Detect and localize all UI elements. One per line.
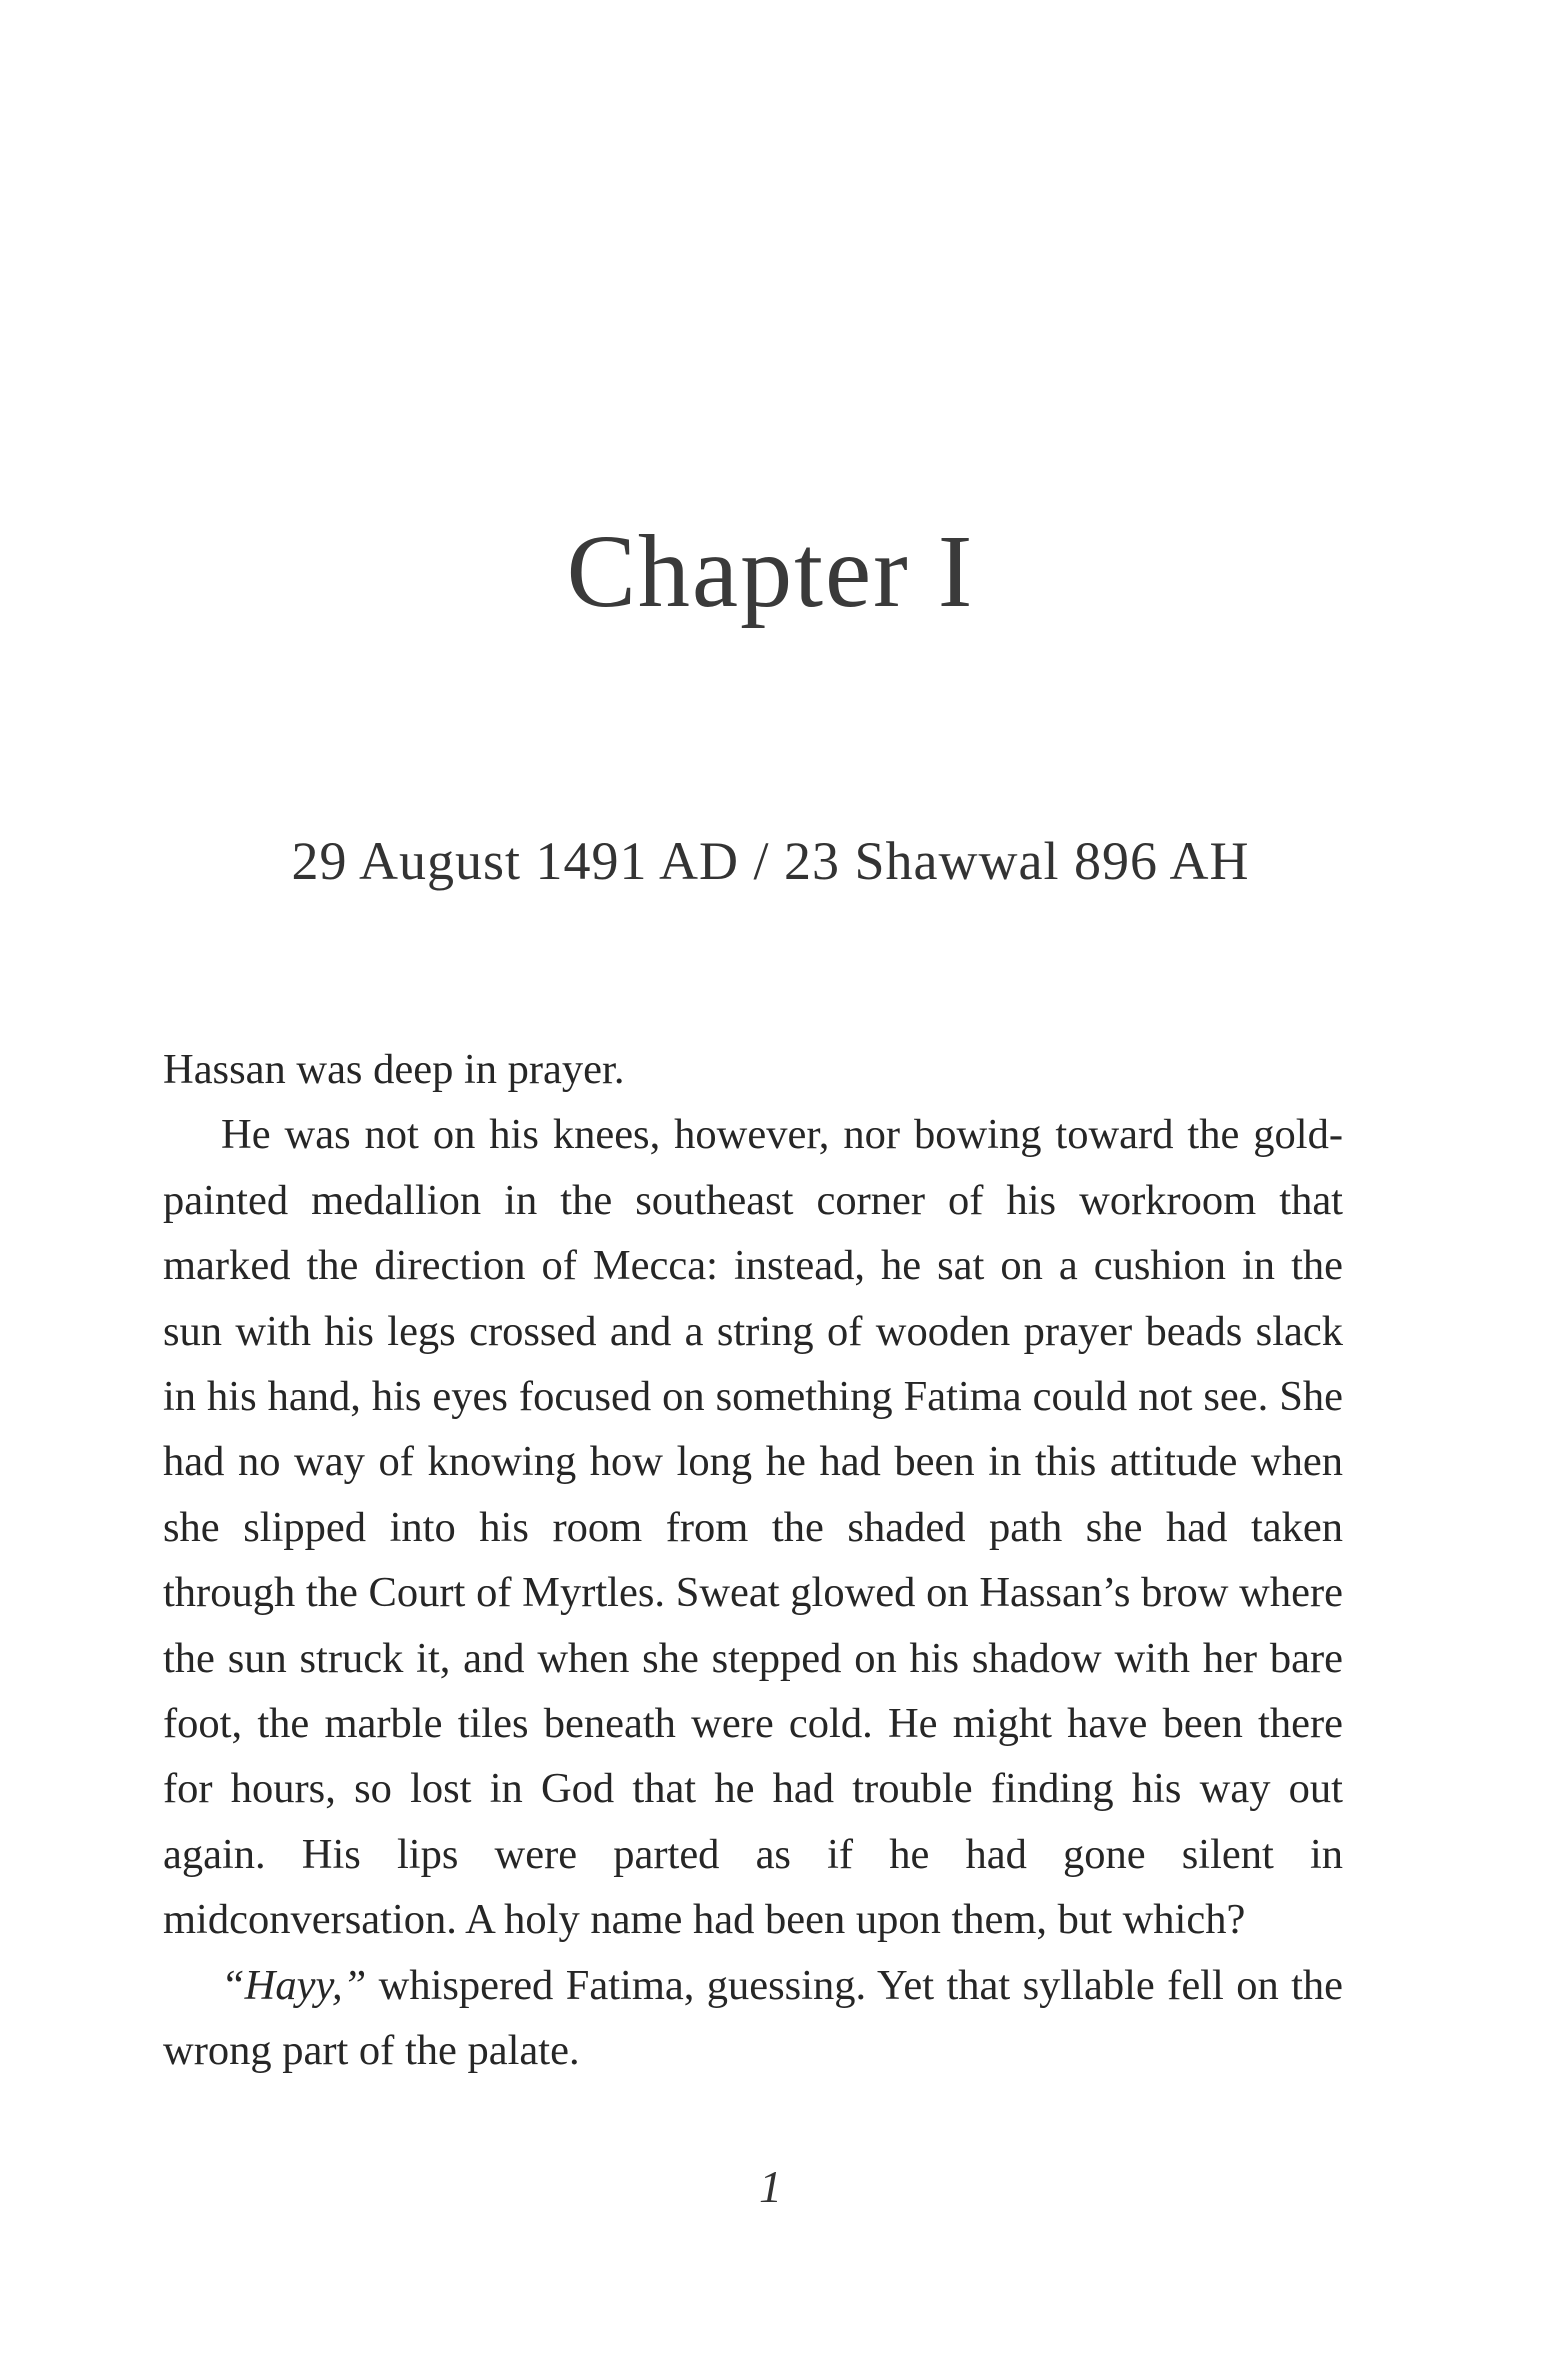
paragraph-1: Hassan was deep in prayer. [163, 1046, 625, 1093]
paragraph-3 [163, 1953, 1343, 2084]
chapter-title: Chapter I [566, 514, 975, 629]
paragraph-3-text: whispered Fatima, guessing. Yet that syllable fell on the wrong part of the palate. [163, 1961, 1344, 2075]
body-text [163, 1037, 1343, 2084]
page-number: 1 [759, 2161, 782, 2212]
quoted-word: “Hayy,” [221, 1961, 367, 2009]
chapter-date: 29 August 1491 AD / 23 Shawwal 896 AH [291, 831, 1250, 891]
paragraph-2: He was not on his knees, however, nor bowing toward the gold-painted medallion in the southeast corner of his workroom that marked the direction of Mecca: instead, he sat on a cushion in the sun with his legs crossed and a string of wooden prayer beads slack in his hand, his eyes focused on something Fatima could not see. She had no way of knowing how long he had been in this attitude when she slipped into his room from the shaded path she had taken through the Court of Myrtles. Sweat glowed on Hassan’s brow where the sun struck it, and when she stepped on his shadow with her bare foot, the marble tiles beneath were cold. He might have been there for hours, so lost in God that he had trouble finding his way out again. His lips were parted as if he had gone silent in midconversation. A holy name had been upon them, but which? [163, 1111, 1343, 1944]
